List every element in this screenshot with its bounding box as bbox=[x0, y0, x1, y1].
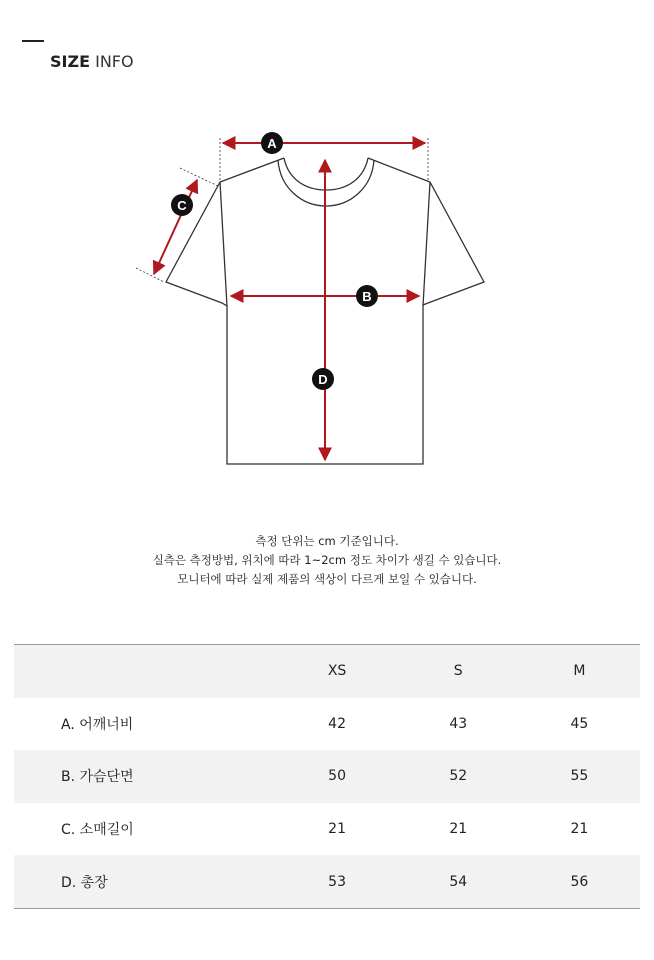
header-rule bbox=[22, 40, 44, 42]
row-label: A. 어깨너비 bbox=[61, 716, 134, 733]
header-cell-empty bbox=[14, 645, 276, 698]
arrow-c bbox=[154, 180, 197, 274]
table-row bbox=[14, 855, 640, 908]
marker-b-label: B bbox=[362, 289, 372, 304]
header-cell-xs: XS bbox=[327, 663, 347, 680]
row-label: B. 가슴단면 bbox=[61, 769, 134, 786]
table-row bbox=[14, 803, 640, 856]
cell-s: 21 bbox=[449, 821, 468, 838]
cell-s: 54 bbox=[449, 873, 468, 890]
table-row bbox=[14, 698, 640, 751]
marker-c bbox=[171, 194, 193, 216]
cell-m: 56 bbox=[570, 873, 589, 890]
marker-a bbox=[261, 132, 283, 154]
note-line-3: 모니터에 따라 실제 제품의 색상이 다르게 보일 수 있습니다. bbox=[177, 572, 477, 586]
row-label: D. 총장 bbox=[61, 874, 108, 891]
note-line-2: 실측은 측정방법, 위치에 따라 1~2cm 정도 차이가 생길 수 있습니다. bbox=[152, 553, 502, 567]
measure-arrows bbox=[154, 143, 425, 460]
cell-m: 45 bbox=[570, 715, 589, 732]
tshirt-measurement-diagram bbox=[0, 100, 654, 500]
page-title bbox=[50, 52, 134, 71]
note-line-1: 측정 단위는 cm 기준입니다. bbox=[255, 534, 399, 548]
cell-xs: 42 bbox=[328, 715, 346, 732]
page-title-light: INFO bbox=[95, 52, 134, 71]
cell-xs: 50 bbox=[328, 768, 346, 785]
marker-b bbox=[356, 285, 378, 307]
page-title-bold: SIZE bbox=[50, 52, 91, 71]
cell-xs: 21 bbox=[328, 821, 346, 838]
table-row bbox=[14, 750, 640, 803]
header-cell-m: M bbox=[573, 663, 586, 680]
marker-c-label: C bbox=[177, 198, 187, 213]
cell-m: 21 bbox=[570, 821, 589, 838]
table-header-row bbox=[14, 645, 640, 698]
measurement-notes bbox=[0, 532, 654, 589]
size-table bbox=[14, 644, 640, 909]
header-cell-s: S bbox=[453, 663, 463, 680]
row-label: C. 소매길이 bbox=[61, 822, 134, 839]
cell-s: 43 bbox=[449, 715, 468, 732]
marker-a-label: A bbox=[267, 136, 277, 151]
marker-d-label: D bbox=[318, 372, 328, 387]
cell-xs: 53 bbox=[328, 873, 346, 890]
cell-m: 55 bbox=[570, 768, 589, 785]
cell-s: 52 bbox=[449, 768, 468, 785]
marker-d bbox=[312, 368, 334, 390]
